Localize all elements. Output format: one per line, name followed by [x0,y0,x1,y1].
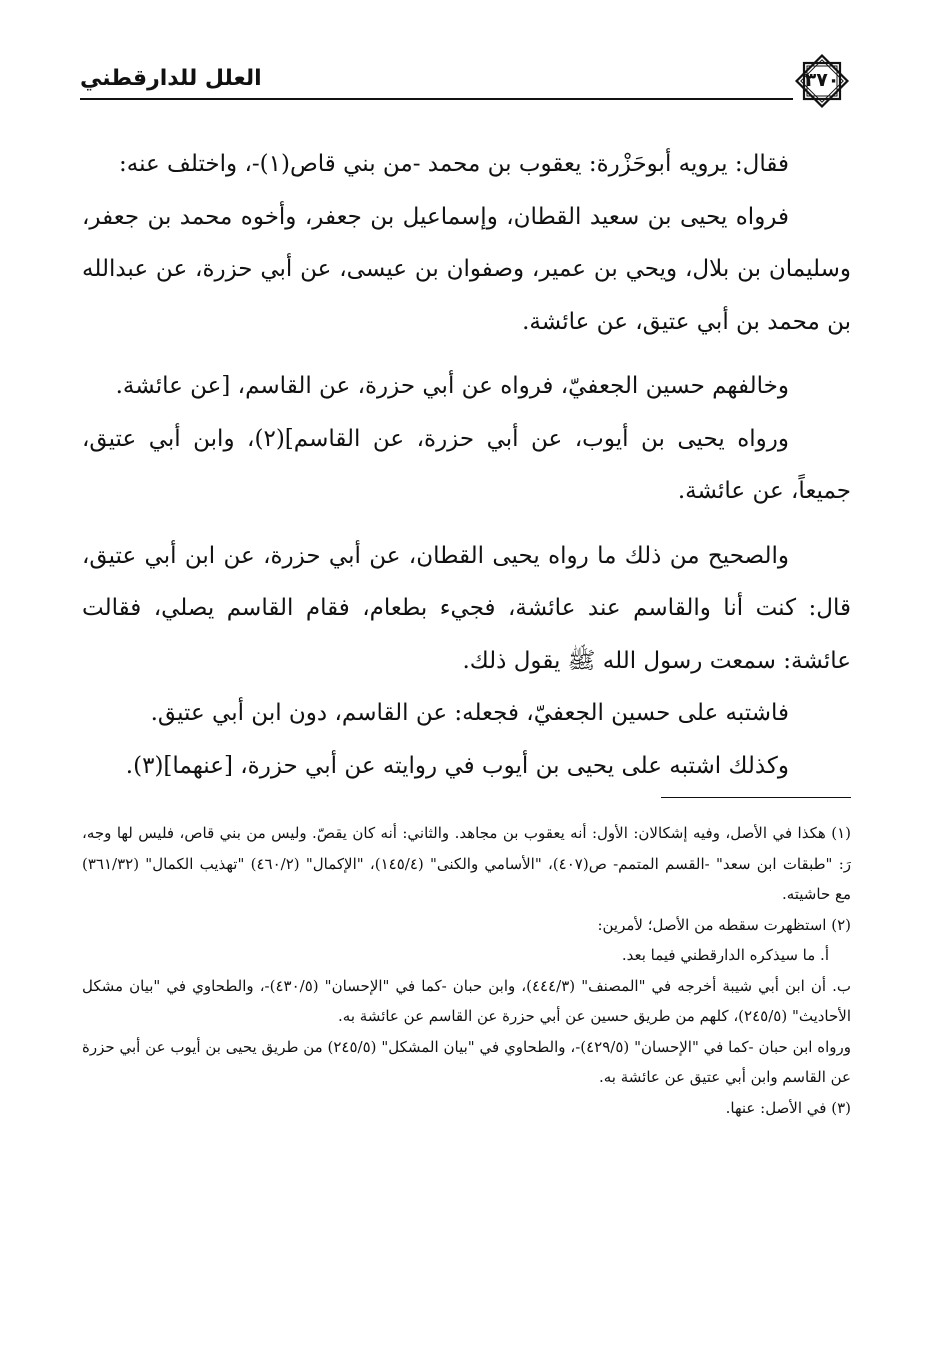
paragraph: وخالفهم حسين الجعفيّ، فرواه عن أبي حزرة، عن القاسم، [عن عائشة. [115,373,789,399]
page-header [80,58,851,104]
footnote-item: أ. ما سيذكره الدارقطني فيما بعد. [621,946,829,964]
page-number-badge [793,52,851,110]
paragraph: فاشتبه على حسين الجعفيّ، فجعله: عن القاسم، دون ابن أبي عتيق. [150,700,789,726]
paragraph: فرواه يحيى بن سعيد القطان، وإسماعيل بن جعفر، وأخوه محمد بن جعفر، وسليمان بن بلال، ويحي بن عمير، وصفوان بن عيسى، عن أبي حزرة، عن عبدالله بن محمد بن أبي عتيق، عن عائشة. [82,203,851,335]
header-rule [80,98,793,100]
footnote: ورواه ابن حبان -كما في "الإحسان" (٤٢٩/٥)-، والطحاوي في "بيان المشكل" (٢٤٥/٥) من طريق يحيى بن أيوب عن أبي حزرة عن القاسم وابن أبي عتيق عن عائشة به. [82,1037,852,1086]
footnote-item: ب. أن ابن أبي شيبة أخرجه في "المصنف" (٤٤٤/٣)، وابن حبان -كما في "الإحسان" (٤٣٠/٥)-، والطحاوي في "بيان مشكل الأحاديث" (٢٤٥/٥)، كلهم من طريق حسين عن أبي حزرة عن القاسم عن عائشة به. [82,976,851,1025]
footnote: (٢) استظهرت سقطه من الأصل؛ لأمرين: [597,915,851,934]
main-text [82,138,851,792]
paragraph: وكذلك اشتبه على يحيى بن أيوب في روايته عن أبي حزرة، [عنهما](٣). [125,752,789,779]
page-number: ٣٧٠ [804,69,840,91]
footnotes [82,818,851,1123]
footnote-separator [661,797,851,798]
paragraph: ورواه يحيى بن أيوب، عن أبي حزرة، عن القاسم](٢)، وابن أبي عتيق، جميعاً، عن عائشة. [82,425,851,504]
footnote: (١) هكذا في الأصل، وفيه إشكالان: الأول: أنه يعقوب بن مجاهد. والثاني: أنه كان يقصّ. وليس من بني قاص، فليس لها وجه، رَ: "طبقات ابن سعد" -القسم المتمم- ص(٤٠٧)، "الأسامي والكنى" (١٤٥/٤)، "الإكمال" (٤٦٠/٢) "تهذيب الكمال" (٣٦١/٣٢) مع حاشيته. [82,824,852,903]
running-title: العلل للدارقطني [80,66,262,91]
paragraph: والصحيح من ذلك ما رواه يحيى القطان، عن أبي حزرة، عن ابن أبي عتيق، قال: كنت أنا والقاسم عند عائشة، فجيء بطعام، فقام القاسم يصلي، فقالت عائشة: سمعت رسول الله ﷺ يقول ذلك. [82,542,851,674]
footnote: (٣) في الأصل: عنها. [725,1098,851,1117]
paragraph: فقال: يرويه أبوحَزْرة: يعقوب بن محمد -من بني قاص(١)-، واختلف عنه: [119,151,789,177]
